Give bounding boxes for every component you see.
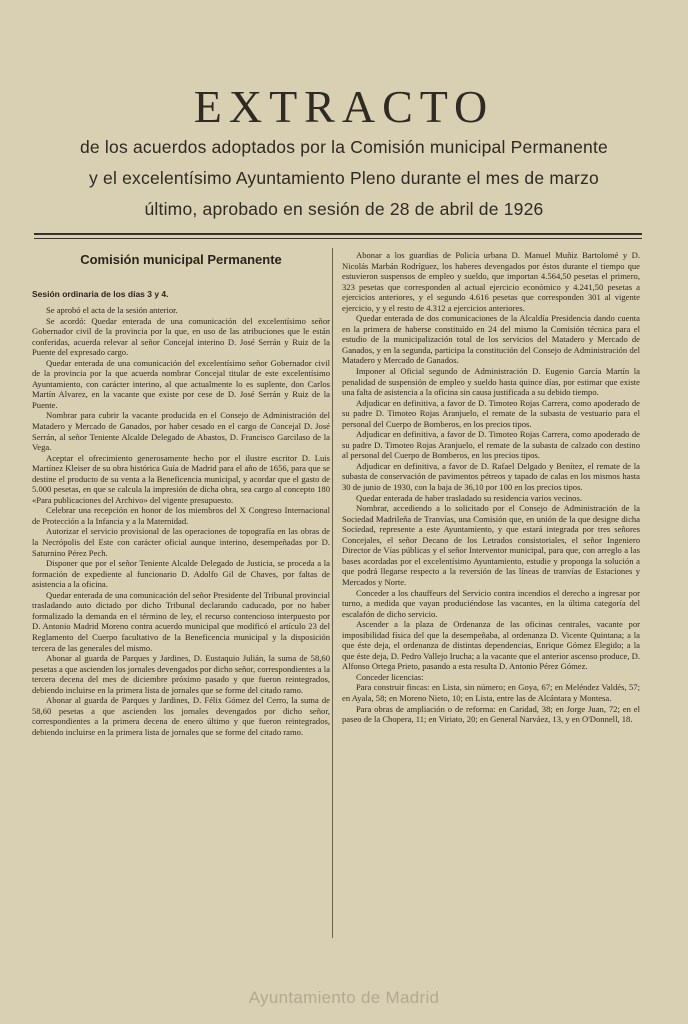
paragraph: Para obras de ampliación o de reforma: en Caridad, 38; en Jorge Juan, 72; en el paseo de la Chopera, 11; en Viriato, 20; en General Narváez, 13, y en O'Donnell, 18.	[342, 703, 640, 725]
paragraph: Nombrar, accediendo a lo solicitado por el Consejo de Administración de la Sociedad Madrileña de Tranvías, una Comisión que, en unión de la que designe dicha Sociedad, represente a este Ayuntamiento, y que estará integrada por tres señores Concejales, el señor Decano de los Letrados consistoriales, el señor Ingeniero Director de Vías públicas y el señor Interventor municipal, para que, con arreglo a las bases acordadas por el excelentísimo Ayuntamiento, estudie y proponga la solución a que podrá llegarse respecto a la reversión de las líneas de tranvías de Estaciones y Mercados y Norte.	[342, 503, 640, 587]
paragraph: Abonar al guarda de Parques y Jardines, D. Félix Gómez del Cerro, la suma de 58,60 pesetas a que ascienden los jornales devengados por dicho señor, correspondientes a la primera decena de enero último y que fueron reintegrados, debiendo incluirse en la primera lista de jornales que se forme del citado ramo.	[32, 695, 330, 737]
subtitle-line: último, aprobado en sesión de 28 de abril de 1926	[144, 199, 544, 219]
paragraph: Quedar enterada de haber trasladado su residencia varios vecinos.	[356, 492, 582, 503]
paragraph: Conceder a los chauffeurs del Servicio contra incendios el derecho a ingresar por turno, a medida que vayan produciéndose las vacantes, en la última categoría del escalafón de dicho servicio.	[342, 587, 640, 619]
paragraph: Quedar enterada de una comunicación del señor Presidente del Tribunal provincial trasladando auto dictado por dicho Tribunal declarando caducado, por no haber formalizado la demanda en el término de ley, el recurso contencioso interpuesto por D. Antonio Madrid Moreno contra acuerdo municipal que modificó el artículo 23 del Reglamento del Cuerpo facultativo de la Beneficencia municipal y la disposición tercera de las generales del mismo.	[32, 589, 330, 653]
page-title: EXTRACTO	[193, 81, 495, 132]
paragraph: Abonar al guarda de Parques y Jardines, D. Eustaquio Julián, la suma de 58,60 pesetas a que ascienden los jornales devengados por dicho señor, correspondientes a la tercera decena del mes de diciembre próximo pasado y que fueron reintegrados, debiendo incluirse en la primera lista de jornales que se forme del citado ramo.	[32, 653, 330, 695]
paragraph: Adjudicar en definitiva, a favor de D. Timoteo Rojas Carrera, como apoderado de su padre D. Timoteo Rojas Aranjuelo, el remate de la subasta de vestuario para el personal del Cuerpo de Bomberos, en los precios tipos.	[342, 397, 640, 429]
paragraph: Se acordó: Quedar enterada de una comunicación del excelentísimo señor Gobernador civil de la provincia por la que, en uso de las atribuciones que le están conferidas, acuerda relevar al señor Concejal interino D. José Serrán y Ruiz de la Puente del expresado cargo.	[32, 315, 330, 358]
paragraph: Ascender a la plaza de Ordenanza de las oficinas centrales, vacante por imposibilidad física del que la desempeñaba, al ordenanza D. Vicente Quintana; a la que éste deja, el ordenanza de distintas dependencias, Enrique Gómez Elegido; a la que éste deja, D. Pedro Vallejo Irucha; a la vacante que el anterior ascenso produce, D. Alfonso Ortega Prieto, pasando a esta resulta D. Antonio Pérez Gómez.	[342, 619, 640, 672]
paragraph: Imponer al Oficial segundo de Administración D. Eugenio García Martín la penalidad de suspensión de empleo y sueldo hasta quince días, por estimar que existe una falta de asistencia a la oficina sin causa justificada a su debido tiempo.	[342, 366, 640, 398]
footer-watermark: Ayuntamiento de Madrid	[248, 988, 440, 1007]
paragraph: Quedar enterada de una comunicación del excelentísimo señor Gobernador civil de la provincia por la que acuerda nombrar Concejal titular de este excelentísimo Ayuntamiento, con carácter interino, al que actualmente lo es suplente, don Carlos Martín Alvarez, en la vacante que existe por cese de D. José Serrán y Ruiz de la Puente.	[32, 357, 330, 410]
paragraph: Autorizar el servicio provisional de las operaciones de topografía en las obras de la Necrópolis del Este con carácter oficial aunque interino, desempeñadas por D. Saturnino Pérez Pech.	[32, 526, 330, 558]
paragraph: Nombrar para cubrir la vacante producida en el Consejo de Administración del Matadero y Mercado de Ganados, por haber cesado en el cargo de Concejal D. José Serrán, al señor Teniente Alcalde Delegado de Abastos, D. Francisco Garcilaso de la Vega.	[32, 410, 330, 453]
left-column	[32, 250, 330, 737]
paragraph: Adjudicar en definitiva, a favor de D. Timoteo Rojas Carrera, como apoderado de su padre D. Timoteo Rojas Aranjuelo, el remate de la subasta de calzado con destino al personal del Cuerpo de Bomberos, en los precios tipos.	[342, 429, 640, 461]
paragraph: Disponer que por el señor Teniente Alcalde Delegado de Justicia, se proceda a la formación de expediente al funcionario D. Adolfo Gil de Chaves, por faltas de asistencia a la oficina.	[32, 558, 330, 590]
paragraph: Aceptar el ofrecimiento generosamente hecho por el ilustre escritor D. Luis Martínez Kleiser de su obra histórica Guía de Madrid para el año de 1656, para que se destine el producto de su venta a la Beneficencia municipal, y acordar que el gasto de 5.000 pesetas, en que se calcula la impresión de dicha obra, sea cargo al concepto 180 «Para publicaciones del Archivo» del vigente presupuesto.	[32, 452, 330, 505]
header-rule-thick	[34, 233, 642, 235]
section-heading: Comisión municipal Permanente	[80, 252, 282, 267]
paragraph: Celebrar una recepción en honor de los miembros del X Congreso Internacional de Protección a la Infancia y a la Maternidad.	[32, 505, 330, 526]
paragraph: Conceder licencias:	[356, 671, 424, 682]
column-divider	[332, 248, 333, 938]
subtitle-line: y el excelentísimo Ayuntamiento Pleno durante el mes de marzo	[89, 168, 599, 188]
paragraph: Se aprobó el acta de la sesión anterior.	[46, 305, 178, 315]
header-rule-thin	[34, 238, 642, 239]
paragraph: Quedar enterada de dos comunicaciones de la Alcaldía Presidencia dando cuenta en la primera de haberse constituído en 24 del mismo la Comisión técnica para el estudio de la municipalización total de los servicios del Matadero y Mercado de Ganados, y en la segunda, participa la constitución del Consejo de Administración del Matadero y Mercado de Ganados.	[342, 313, 640, 366]
page-subtitle	[20, 132, 668, 225]
paragraph: Abonar a los guardias de Policía urbana D. Manuel Muñiz Bartolomé y D. Nicolás Marbán Rodríguez, los haberes devengados por éstos durante el tiempo que estuvieron suspensos de empleo y sueldo, que importan 4.564,50 pesetas el primero, 323 pesetas que corresponden al actual ejercicio económico y 4.241,50 pesetas a ejercicios anteriores, y el segundo 4.616 pesetas que corresponden 301 al vigente ejercicio, y y el resto de 4.312 a ejercicios anteriores.	[342, 250, 640, 313]
paragraph: Para construir fincas: en Lista, sin número; en Goya, 67; en Meléndez Valdés, 57; en Ayala, 58; en Moreno Nieto, 10; en Lista, entre las de Alcántara y Montesa.	[342, 682, 640, 703]
subtitle-line: de los acuerdos adoptados por la Comisión municipal Permanente	[80, 137, 608, 157]
paragraph: Adjudicar en definitiva, a favor de D. Rafael Delgado y Benítez, el remate de la subasta de conservación de pavimentos pétreos y tapado de calas en los mismos hasta 30 de junio de 1930, con la baja de 36,10 por 100 en los precios tipos.	[342, 460, 640, 493]
session-label: Sesión ordinaria de los días 3 y 4.	[32, 289, 169, 299]
right-column	[342, 250, 640, 725]
